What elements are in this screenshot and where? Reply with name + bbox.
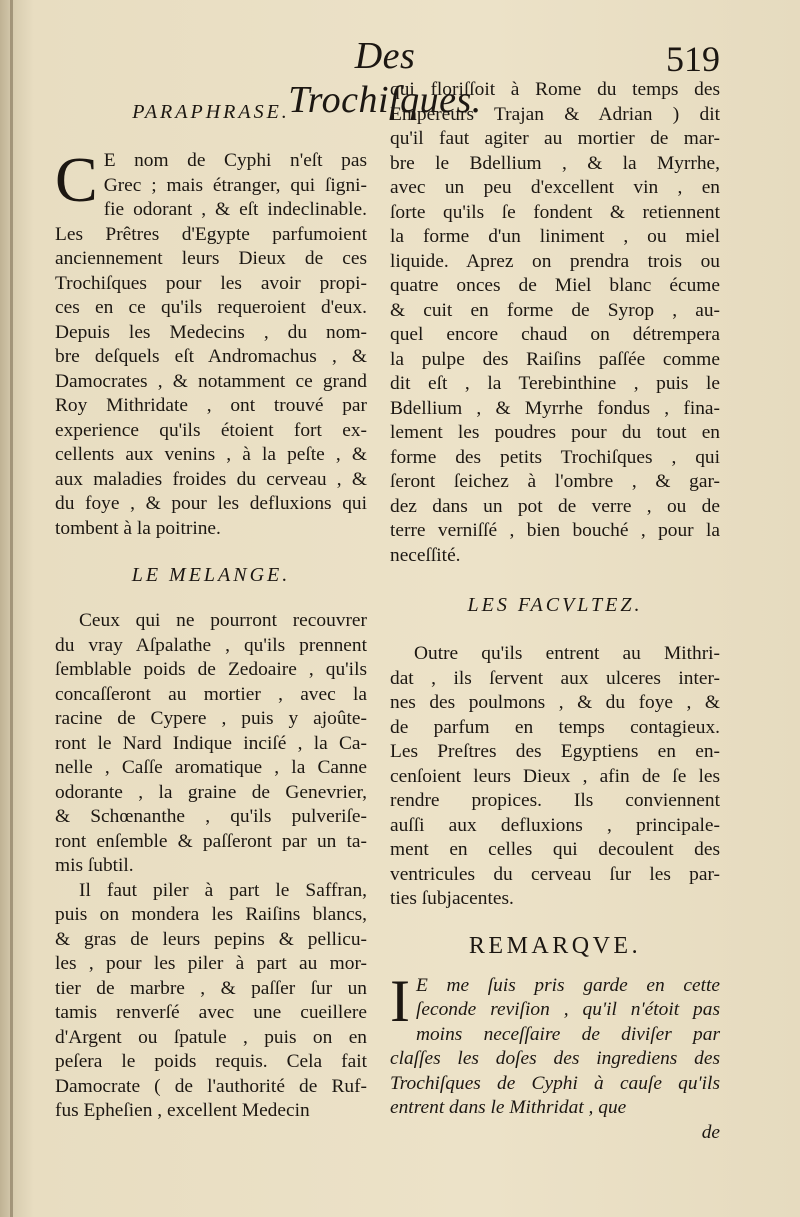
text-line: bre deſquels eſt Andromachus , & [55, 346, 367, 367]
text-line: aux maladies froides du cerveau , & [55, 468, 367, 490]
text-line: Roy Mithridate , ont trouvé par [55, 395, 367, 416]
text-line: moins neceſſaire de diviſer par [415, 1023, 720, 1045]
text-line: Damocrates , & notamment ce grand [55, 370, 367, 392]
text-line: ment en celles qui decoulent des [390, 839, 720, 860]
text-line: auſſi aux defluxions , principale- [390, 814, 720, 836]
remarque-heading: REMARQVE. [468, 932, 642, 959]
text-line: ces en ce qu'ils requeroient d'eux. [55, 297, 367, 318]
text-line: forme des petits Trochiſques , qui [390, 446, 720, 468]
text-line: nes des poulmons , & du foye , & [390, 692, 720, 713]
text-line: & gras de leurs pepins & pellicu- [55, 928, 367, 950]
text-line: entrent dans le Mithridat , que [390, 1097, 627, 1118]
text-line: ront le Nard Indique inciſé , la Ca- [55, 732, 367, 754]
paraphrase-heading: PARAPHRASE. [132, 101, 290, 123]
running-head-title: Des Trochiſques. [288, 35, 482, 121]
left-column [55, 100, 367, 1124]
text-line: ſorte qu'ils ſe fondent & retiennent [390, 201, 720, 223]
text-line: puis on mondera les Raiſins blancs, [55, 904, 367, 925]
text-line: quatre onces de Miel blanc écume [390, 275, 720, 296]
text-line: E me ſuis pris garde en cette [415, 974, 720, 996]
text-line: rendre propices. Ils conviennent [390, 790, 720, 811]
text-line: cellents aux venins , à la peſte , & [55, 444, 367, 465]
text-line: bre le Bdellium , & la Myrrhe, [390, 152, 720, 174]
text-line: Grec ; mais étranger, qui ſigni- [103, 174, 367, 196]
melange-paragraph-1 [55, 609, 367, 879]
text-line: ventricules du cerveau ſur les par- [390, 863, 720, 885]
text-line: Trochiſques pour les avoir propi- [55, 272, 367, 294]
text-line: E nom de Cyphi n'eſt pas [103, 150, 367, 171]
text-line: liquide. Aprez on prendra trois ou [390, 250, 720, 272]
text-line: ties ſubjacentes. [390, 888, 514, 909]
text-line: qu'il faut agiter au mortier de mar- [390, 128, 720, 149]
text-line: terre verniſſé , bien bouché , pour la [390, 520, 720, 541]
text-line: dez dans un pot de verre , ou de [390, 495, 720, 517]
text-line: Il faut piler à part le Saffran, [79, 879, 367, 901]
text-line: Depuis les Medecins , du nom- [55, 321, 367, 343]
text-line: fus Epheſien , excellent Medecin [55, 1100, 310, 1121]
text-line: lement les poudres pour du tout en [390, 422, 720, 443]
text-line: Les Prêtres d'Egypte parfumoient [55, 223, 367, 245]
paraphrase-paragraph [55, 144, 367, 541]
text-line: fie odorant , & eſt indeclinable. [103, 199, 367, 220]
right-column [390, 78, 720, 1145]
drop-cap: C [55, 144, 98, 215]
facultez-paragraph [390, 642, 720, 912]
text-line: du foye , & pour les defluxions qui [55, 493, 367, 514]
text-line: tamis renverſé avec une cueillere [55, 1002, 367, 1023]
remarque-paragraph [390, 967, 720, 1121]
text-line: Les Preſtres des Egyptiens en en- [390, 741, 720, 762]
text-line: nelle , Caſſe aromatique , la Canne [55, 757, 367, 778]
text-line: tombent à la poitrine. [55, 517, 221, 539]
text-line: ſeconde reviſion , qu'il n'étoit pas [415, 999, 720, 1020]
facultez-heading: LES FACVLTEZ. [467, 594, 643, 616]
text-line: la pulpe des Raiſins paſſée comme [390, 348, 720, 370]
text-line: d'Argent ou ſpatule , puis on en [55, 1026, 367, 1048]
text-line: qui floriſſoit à Rome du temps des [390, 79, 720, 100]
text-line: les , pour les piler à part au mor- [55, 953, 367, 974]
catchword: de [701, 1121, 720, 1143]
text-line: de parfum en temps contagieux. [390, 716, 720, 738]
text-line: racine de Cypere , puis y ajoûte- [55, 708, 367, 729]
text-line: anciennement leurs Dieux de ces [55, 248, 367, 269]
text-line: & Schœnanthe , qu'ils pulveriſe- [55, 806, 367, 827]
text-line: Bdellium , & Myrrhe fondus , fina- [390, 397, 720, 419]
text-line: peſera le poids requis. Cela fait [55, 1051, 367, 1072]
page-number: 519 [666, 39, 720, 79]
melange-heading: LE MELANGE. [131, 564, 291, 586]
text-line: experience qu'ils étoient fort ex- [55, 419, 367, 441]
text-line: dat , ils ſervent aux ulceres inter- [390, 667, 720, 689]
text-line: odorante , la graine de Genevrier, [55, 781, 367, 803]
text-line: cenſoient leurs Dieux , afin de ſe les [390, 765, 720, 787]
text-line: Empereurs Trajan & Adrian ) dit [390, 103, 720, 125]
text-line: tier de marbre , & paſſer ſur un [55, 977, 367, 999]
continuation-paragraph [390, 78, 720, 568]
text-line: ſeront ſeichez à l'ombre , & gar- [390, 471, 720, 492]
text-line: avec un peu d'excellent vin , en [390, 177, 720, 198]
page-gutter-shadow [10, 0, 13, 1217]
text-line: concaſſeront au mortier , avec la [55, 683, 367, 705]
text-line: du vray Aſpalathe , qu'ils prennent [55, 634, 367, 656]
drop-cap: I [390, 967, 410, 1034]
text-line: ront enſemble & paſſeront par un ta- [55, 830, 367, 852]
text-line: Outre qu'ils entrent au Mithri- [414, 643, 720, 664]
text-line: la forme d'un liniment , ou miel [390, 226, 720, 247]
text-line: claſſes les doſes des ingrediens des [390, 1048, 720, 1069]
text-line: mis ſubtil. [55, 855, 134, 876]
text-line: Ceux qui ne pourront recouvrer [79, 610, 367, 631]
text-line: Damocrate ( de l'authorité de Ruf- [55, 1075, 367, 1097]
text-line: Trochiſques de Cyphi à cauſe qu'ils [390, 1072, 720, 1094]
text-line: dit eſt , la Terebinthine , puis le [390, 373, 720, 394]
melange-paragraph-2 [55, 879, 367, 1124]
text-line: quel encore chaud on détrempera [390, 324, 720, 345]
text-line: ſemblable poids de Zedoaire , qu'ils [55, 659, 367, 680]
text-line: & cuit en forme de Syrop , au- [390, 299, 720, 321]
text-line: neceſſité. [390, 544, 461, 566]
